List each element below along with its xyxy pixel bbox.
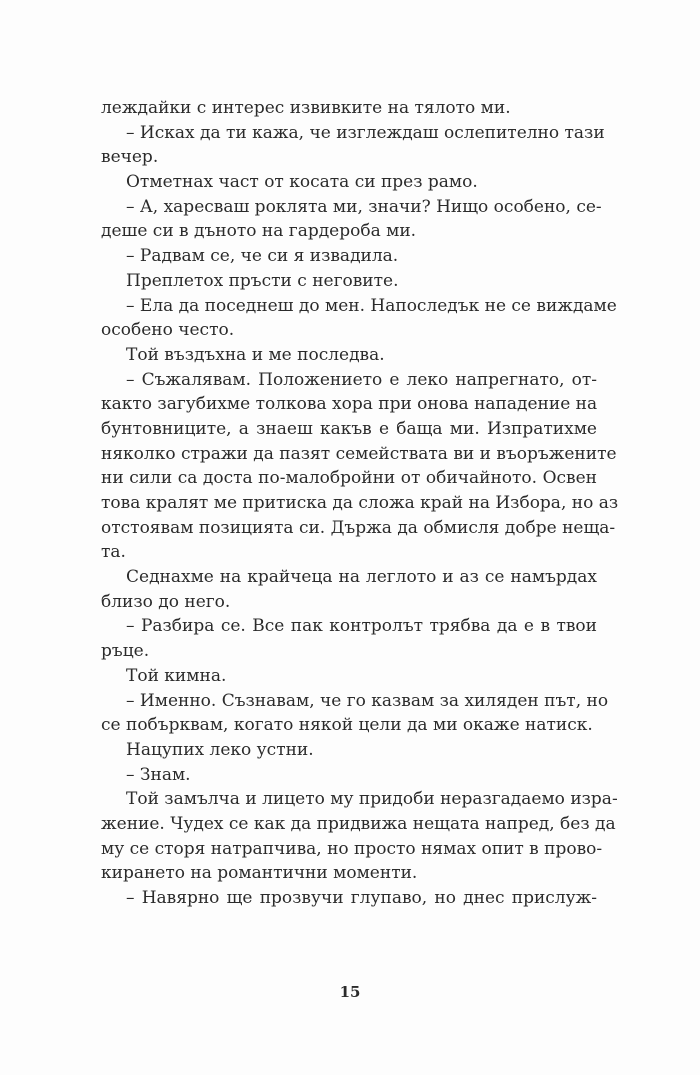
text-line: Той замълча и лицето му придоби неразгадаемо изра- [126, 789, 618, 810]
text-line: – Радвам се, че си я извадила. [126, 246, 399, 267]
text-line: бунтовниците, а знаеш какъв е баща ми. Изпратихме [101, 418, 597, 439]
body-text [101, 96, 619, 911]
text-line: та. [101, 542, 126, 563]
text-line: му се сторя натрапчива, но просто нямах опит в прово- [101, 838, 603, 859]
text-line: Нацупих леко устни. [126, 739, 314, 760]
text-line: – Знам. [126, 764, 191, 785]
text-line: – Ела да поседнеш до мен. Напоследък не се виждаме [126, 295, 617, 316]
text-line: Отметнах част от косата си през рамо. [126, 172, 478, 193]
text-line: – А, харесваш роклята ми, значи? Нищо особено, се- [126, 196, 602, 217]
text-line: вечер. [101, 147, 159, 168]
text-line: – Именно. Съзнавам, че го казвам за хиляден път, но [126, 690, 609, 711]
text-line: – Исках да ти кажа, че изглеждаш ослепително тази [126, 122, 605, 143]
text-line: близо до него. [101, 591, 231, 612]
text-line: жение. Чудех се как да придвижа нещата напред, без да [101, 813, 616, 834]
text-line: особено често. [101, 320, 235, 341]
text-line: това кралят ме притиска да сложа край на Избора, но аз [101, 493, 619, 513]
text-line: Той кимна. [126, 665, 227, 686]
text-line: ръце. [101, 641, 150, 662]
text-line: се побърквам, когато някой цели да ми окаже натиск. [101, 715, 593, 736]
page-number: 15 [339, 983, 361, 1001]
text-line: отстоявам позицията си. Държа да обмисля добре неща- [101, 517, 616, 538]
text-line: леждайки с интерес извивките на тялото ми. [101, 98, 511, 118]
text-line: деше си в дъното на гардероба ми. [101, 221, 417, 242]
text-line: – Съжалявам. Положението е леко напрегнато, от- [126, 369, 597, 390]
text-line: Той въздъхна и ме последва. [126, 344, 385, 365]
text-line: както загубихме толкова хора при онова нападение на [101, 394, 598, 415]
text-line: кирането на романтични моменти. [101, 863, 418, 884]
text-line: няколко стражи да пазят семействата ви и въоръжените [101, 443, 617, 464]
text-line: ни сили са доста по-малобройни от обичайното. Освен [101, 468, 597, 489]
text-line: – Разбира се. Все пак контролът трябва да е в твои [126, 616, 597, 637]
text-line: Преплетох пръсти с неговите. [126, 270, 399, 291]
text-line: Седнахме на крайчеца на леглото и аз се намърдах [126, 567, 597, 588]
text-line: – Навярно ще прозвучи глупаво, но днес прислуж- [126, 888, 597, 908]
